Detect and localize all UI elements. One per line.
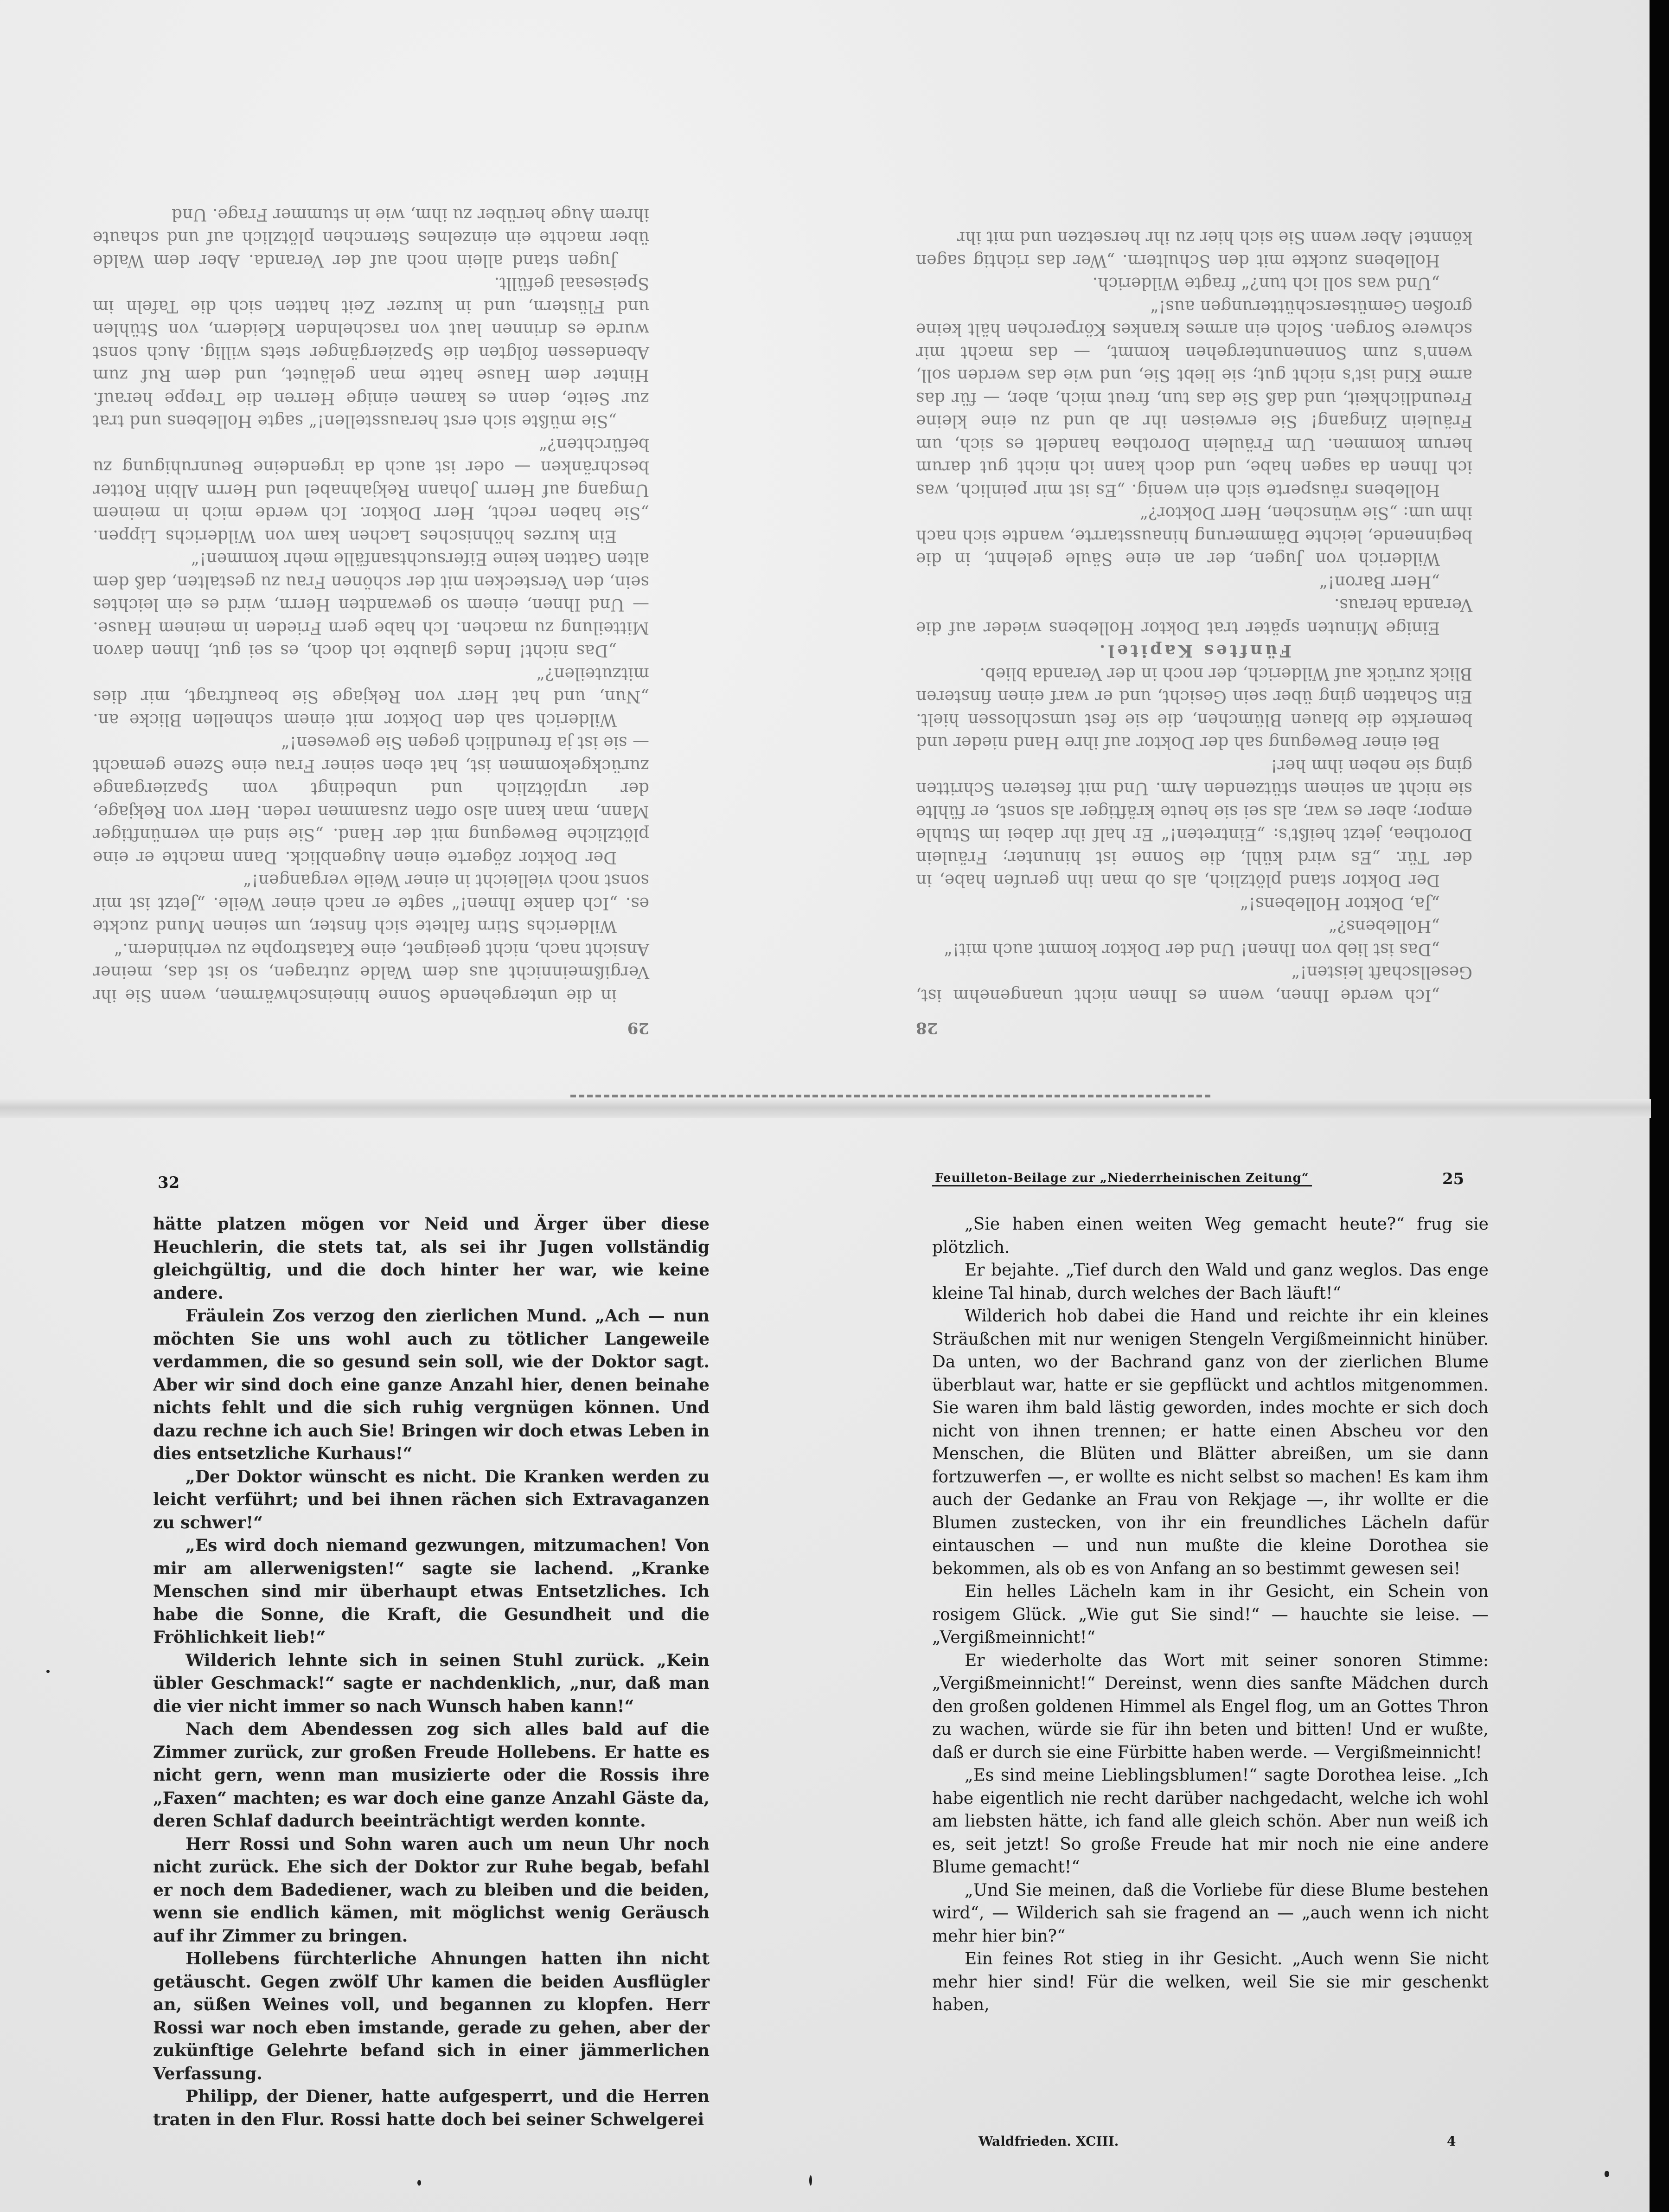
paragraph: Ein feines Rot stieg in ihr Gesicht. „Auch wenn Sie nicht mehr hier sind! Für die welken, weil Sie sie mir geschenkt haben, bbox=[932, 1949, 1489, 2014]
scan-speck bbox=[417, 2180, 421, 2186]
scan-speck bbox=[809, 2175, 812, 2186]
paragraph: „Hollebens?“ bbox=[1329, 917, 1440, 936]
paragraph: Ein helles Lächeln kam in ihr Gesicht, ein Schein von rosigem Glück. „Wie gut Sie sind!“ — hauchte sie leise. — „Vergißmeinnicht!“ bbox=[932, 1582, 1489, 1647]
paragraph: Einige Minuten später trat Doktor Hollebens wieder auf die Veranda heraus. bbox=[916, 595, 1472, 637]
chapter-heading: Fünftes Kapitel. bbox=[1096, 641, 1292, 661]
page-number: 28 bbox=[916, 1019, 938, 1037]
paragraph: „Es wird doch niemand gezwungen, mitzumachen! Von mir am allerwenigsten!“ sagte sie lachend. „Kranke Menschen sind mir überhaupt etwas Entsetzliches. Ich habe die Sonne, die Kraft, die Gesundheit und die Fröhlichkeit lieb!“ bbox=[153, 1536, 710, 1647]
paragraph: Wilderich sah den Doktor mit einem schnellen Blicke an. „Nun, und hat Herr von Rekjage Sie beauftragt, mir dies mitzuteilen?“ bbox=[93, 664, 649, 729]
lower-left-page-number: 32 bbox=[158, 1173, 180, 1192]
fold-mark bbox=[570, 1095, 1210, 1111]
lower-left-page bbox=[153, 1213, 710, 2164]
paragraph: Bei einer Bewegung sah der Doktor auf ihre Hand nieder und bemerkte die blauen Blümchen, die sie fest umschlossen hielt. Ein Schatten ging über sein Gesicht, und er warf einen finsteren Blick zurück auf Wilderich, der noch in der Veranda blieb. bbox=[916, 664, 1472, 752]
upper-right-page bbox=[916, 79, 1472, 1037]
signature-mark: Waldfrieden. XCIII. bbox=[978, 2134, 1119, 2149]
paragraph: Hollebens zuckte mit den Schultern. „Wer das richtig sagen könnte! Aber wenn Sie sich hier zu ihr hersetzen und mit ihr bbox=[916, 228, 1472, 270]
paragraph: Wilderichs Stirn faltete sich finster, um seinen Mund zuckte es. „Ich danke Ihnen!“ sagte er nach einer Weile. „Jetzt ist mir sonst noch vielleicht in einer Weile vergangen!“ bbox=[93, 871, 649, 936]
paragraph: Jugen stand allein noch auf der Veranda. Aber dem Walde über machte ein einzelnes Sternchen plötzlich auf und schaute ihrem Auge herüber zu ihm, wie in stummer Frage. Und bbox=[93, 205, 649, 270]
scan-speck bbox=[1605, 2171, 1609, 2177]
paragraph: „Das ist lieb von Ihnen! Und der Doktor kommt auch mit!“ bbox=[944, 940, 1440, 959]
paragraph: Philipp, der Diener, hatte aufgesperrt, und die Herren traten in den Flur. Rossi hatte doch bei seiner Schwelgerei bbox=[153, 2087, 710, 2129]
paragraph: Er bejahte. „Tief durch den Wald und ganz weglos. Das enge kleine Tal hinab, durch welches der Bach läuft!“ bbox=[932, 1261, 1489, 1303]
paragraph: Wilderich von Jugen, der an eine Säule gelehnt, in die beginnende, leichte Dämmerung hinausstarrte, wandte sich nach ihm um: „Sie wünschen, Herr Doktor?“ bbox=[916, 503, 1472, 569]
paragraph: „Ich werde Ihnen, wenn es Ihnen nicht unangenehm ist, Gesellschaft leisten!“ bbox=[916, 962, 1472, 1005]
paragraph: „Herr Baron!“ bbox=[1319, 572, 1440, 591]
paragraph: hätte platzen mögen vor Neid und Ärger über diese Heuchlerin, die stets tat, als sei ihr Jugen vollständig gleichgültig, und die doch hinter her war, wie keine andere. bbox=[153, 1214, 710, 1303]
sheet-number: 4 bbox=[1447, 2134, 1456, 2149]
upper-left-page bbox=[93, 79, 649, 1037]
paragraph: „Ja, Doktor Hollebens!“ bbox=[1240, 894, 1440, 913]
paragraph: Hollebens räusperte sich ein wenig. „Es ist mir peinlich, was ich Ihnen da sagen habe, und doch kann ich nicht gut darum herum kommen. Um Fräulein Dorothea handelt es sich, um Fräulein Zingang! Sie erweisen ihr ab und zu eine kleine Freundlichkeit, und daß Sie das tun, freut mich, aber, — für das arme Kind ist's nicht gut; sie liebt Sie, und wie das werden soll, wenn's zum Sonnenuntergehen kommt, — das macht mir schwere Sorgen. Solch ein armes krankes Körperchen hält keine großen Gemütserschütterungen aus!“ bbox=[916, 297, 1472, 500]
paragraph: Ein kurzes höhnisches Lachen kam von Wilderichs Lippen. „Sie haben recht, Herr Doktor. Ich werde mich in meinem Umgang auf Herrn Johann Rekjahnabel und Herrn Albin Rotter beschränken — oder ist auch da irgendeine Beunruhigung zu befürchten?“ bbox=[93, 435, 649, 545]
lower-right-page-number: 25 bbox=[1442, 1170, 1464, 1188]
paragraph: Er wiederholte das Wort mit seiner sonoren Stimme: „Vergißmeinnicht!“ Dereinst, wenn dies sanfte Mädchen durch den großen goldenen Himmel als Engel flog, um an Gottes Thron zu wachen, würde sie für ihn beten und bitten! Und er wußte, daß er durch sie eine Fürbitte haben werde. — Vergißmeinnicht! bbox=[932, 1651, 1489, 1762]
paragraph: „Und was soll ich tun?“ fragte Wilderich. bbox=[1092, 274, 1440, 293]
paragraph: Der Doktor zögerte einen Augenblick. Dann machte er eine plötzliche Bewegung mit der Hand. „Sie sind ein vernünftiger Mann, man kann also offen zusammen reden. Herr von Rekjage, der urplötzlich und unbedingt vom Spaziergange zurückgekommen ist, hat eben seiner Frau eine Szene gemacht — sie ist ja freundlich gegen Sie gewesen!“ bbox=[93, 733, 649, 867]
paragraph: Fräulein Zos verzog den zierlichen Mund. „Ach — nun möchten Sie uns wohl auch zu tötlicher Langeweile verdammen, die so gesund sein soll, wie der Doktor sagt. Aber wir sind doch eine ganze Anzahl hier, denen beinahe nichts fehlt und die sich ruhig vergnügen können. Und dazu rechne ich auch Sie! Bringen wir doch etwas Leben in dies entsetzliche Kurhaus!“ bbox=[153, 1306, 710, 1463]
lower-right-page bbox=[932, 1213, 1489, 2131]
paragraph: in die untergehende Sonne hineinschwärmen, wenn Sie ihr Vergißmeinnicht aus dem Walde zutragen, so ist das, meiner Ansicht nach, nicht geeignet, eine Katastrophe zu verhindern.“ bbox=[93, 940, 649, 1005]
paragraph: Wilderich hob dabei die Hand und reichte ihr ein kleines Sträußchen mit nur wenigen Stengeln Vergißmeinnicht hinüber. Da unten, wo der Bachrand ganz von der zierlichen Blume überblaut war, hatte er sie gepflückt und achtlos mitgenommen. Sie waren ihm bald lästig geworden, indes mochte er sich doch nicht von ihnen trennen; er hatte einen Abscheu vor den Menschen, die Blüten und Blätter abreißen, um sie dann fortzuwerfen —, er wollte es nicht selbst so machen! Es kam ihm auch der Gedanke an Frau von Rekjage —, ihr wollte er die Blumen zustecken, von ihr ein freundliches Lächeln dafür eintauschen — und nun mußte die kleine Dorothea sie bekommen, als ob es von Anfang an so bestimmt gewesen sei! bbox=[932, 1307, 1489, 1578]
paragraph: Herr Rossi und Sohn waren auch um neun Uhr noch nicht zurück. Ehe sich der Doktor zur Ruhe begab, befahl er noch dem Badediener, wach zu bleiben und die beiden, wenn sie endlich kämen, mit möglichst wenig Geräusch auf ihr Zimmer zu bringen. bbox=[153, 1834, 710, 1946]
paragraph: „Der Doktor wünscht es nicht. Die Kranken werden zu leicht verführt; und bei ihnen rächen sich Extravaganzen zu schwer!“ bbox=[153, 1467, 710, 1532]
feuilleton-header: Feuilleton-Beilage zur „Niederrheinischen Zeitung“ bbox=[932, 1171, 1312, 1186]
paragraph: Hollebens fürchterliche Ahnungen hatten ihn nicht getäuscht. Gegen zwölf Uhr kamen die beiden Ausflügler an, süßen Weines voll, und begannen zu klopfen. Herr Rossi war noch eben imstande, gerade zu gehen, aber der zukünftige Gelehrte befand sich in einer jämmerlichen Verfassung. bbox=[153, 1949, 710, 2084]
paragraph: „Sie haben einen weiten Weg gemacht heute?“ frug sie plötzlich. bbox=[932, 1215, 1489, 1257]
paragraph: „Und Sie meinen, daß die Vorliebe für diese Blume bestehen wird“, — Wilderich sah sie fragend an — „auch wenn ich nicht mehr hier bin?“ bbox=[932, 1880, 1489, 1946]
paragraph: Wilderich lehnte sich in seinen Stuhl zurück. „Kein übler Geschmack!“ sagte er nachdenklich, „nur, daß man die vier nicht immer so nach Wunsch haben kann!“ bbox=[153, 1650, 710, 1716]
paragraph: Nach dem Abendessen zog sich alles bald auf die Zimmer zurück, zur großen Freude Hollebens. Er hatte es nicht gern, wenn man musizierte oder die Rossis ihre „Faxen“ machten; es war doch eine ganze Anzahl Gäste da, deren Schlaf dadurch beeinträchtigt werden konnte. bbox=[153, 1719, 710, 1831]
paragraph: Der Doktor stand plötzlich, als ob man ihn gerufen habe, in der Tür. „Es wird kühl, die Sonne ist hinunter; Fräulein Dorothea, jetzt heißt's: „Eintreten!“ Er half ihr dabei im Stuhle empor; aber es war, als sei sie heute kräftiger als sonst, er fühlte sie nicht an seinem stützenden Arm. Und mit festeren Schritten ging sie neben ihm her! bbox=[916, 756, 1472, 890]
page-number: 29 bbox=[627, 1019, 649, 1037]
paragraph: „Sie müßte sich erst herausstellen!“ sagte Hollebens und trat zur Seite, denn es kamen einige Herren die Treppe herauf. Hinter dem Hause hatte man geläutet, und dem Ruf zum Abendessen folgten die Spaziergänger stets willig. Auch sonst wurde es drinnen laut von raschelnden Kleidern, von Stühlen und Flüstern, und in kurzer Zeit hatten sich die Tafeln im Speisesaal gefüllt. bbox=[93, 274, 649, 431]
scan-speck bbox=[46, 1670, 50, 1673]
paragraph: „Das nicht! Indes glaubte ich doch, es sei gut, Ihnen davon Mitteilung zu machen. Ich habe gern Frieden in meinem Hause. — Und Ihnen, einem so gewandten Herrn, wird es ein leichtes sein, den Verstecken mit der schönen Frau zu gestalten, daß dem alten Gatten keine Eifersuchtsanfälle mehr kommen!“ bbox=[93, 549, 649, 660]
scan-edge-shadow bbox=[1650, 0, 1669, 2212]
paragraph: „Es sind meine Lieblingsblumen!“ sagte Dorothea leise. „Ich habe eigentlich nie recht darüber nachgedacht, welche ich wohl am liebsten hätte, ich fand alle gleich schön. Aber nun weiß ich es, seit jetzt! So große Freude hat mir noch nie eine andere Blume gemacht!“ bbox=[932, 1766, 1489, 1877]
